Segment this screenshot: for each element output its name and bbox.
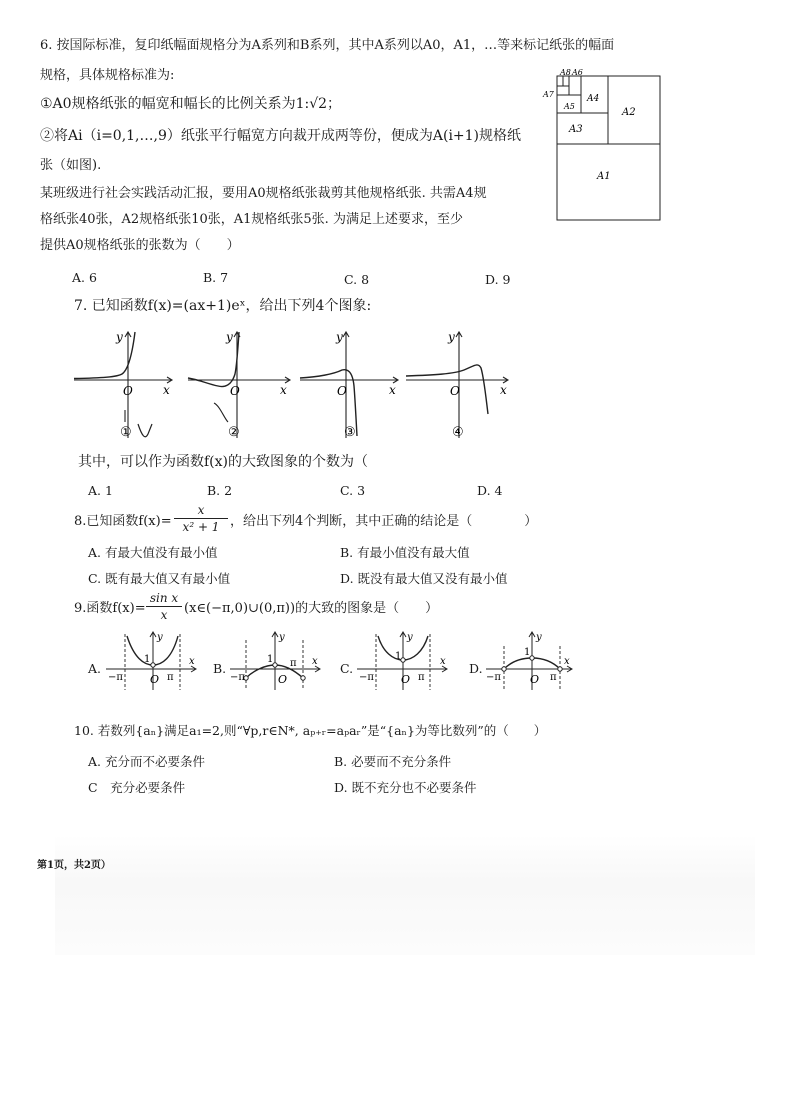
g4-x-label: x	[500, 383, 507, 397]
q6-option-d[interactable]: D. 9	[485, 272, 511, 287]
q6-line2: 规格，具体规格标准为:	[40, 68, 175, 83]
label-a8: A8	[560, 68, 571, 77]
q7-line1: 7. 已知函数f(x)=(ax+1)eˣ，给出下列4个图象:	[74, 298, 372, 314]
q9-graph-c	[355, 630, 453, 692]
q8-option-d[interactable]: D. 既没有最大值又没有最小值	[340, 571, 508, 586]
q6-line5: 张（如图).	[40, 158, 102, 173]
q7-graph-3	[298, 328, 406, 443]
q9-suffix: (x∈(−π,0)∪(0,π))的大致的图象是（ ）	[184, 601, 439, 616]
q6-line1: 6. 按国际标准，复印纸幅面规格分为A系列和B系列，其中A系列以A0，A1，…等来标记纸张的幅面	[40, 38, 615, 53]
paper-size-figure	[540, 64, 664, 236]
g3-origin: O	[337, 384, 347, 398]
g4-number: ④	[452, 425, 464, 440]
q9c-one: 1	[395, 651, 402, 662]
q9-prefix: 9.函数f(x)=	[74, 601, 146, 616]
g1-x-label: x	[163, 383, 170, 397]
q9d-pi: π	[550, 672, 557, 683]
label-a2: A2	[622, 107, 636, 118]
q9b-origin: O	[278, 673, 288, 686]
q6-line3: ①A0规格纸张的幅宽和幅长的比例关系为1:√2；	[40, 96, 342, 112]
g2-number: ②	[228, 425, 240, 440]
q8-option-a[interactable]: A. 有最大值没有最小值	[88, 545, 218, 560]
q7-option-d[interactable]: D. 4	[477, 483, 503, 498]
q9-graph-a	[104, 630, 202, 692]
q8-denominator: x² + 1	[182, 520, 220, 534]
q7-graph-1	[72, 328, 182, 443]
q6-option-a[interactable]: A. 6	[72, 270, 97, 285]
label-a4: A4	[587, 94, 600, 104]
q9b-x: x	[312, 656, 318, 667]
q9c-y: y	[407, 632, 413, 643]
q9a-neg-pi: −π	[108, 672, 123, 683]
g1-origin: O	[123, 384, 133, 398]
q9-graph-b	[228, 630, 326, 692]
q9c-neg-pi: −π	[359, 672, 374, 683]
g1-y-label: y	[116, 330, 123, 344]
q9c-x: x	[440, 656, 446, 667]
q8-option-b[interactable]: B. 有最小值没有最大值	[340, 545, 470, 560]
q9d-y: y	[536, 632, 542, 643]
label-a6: A6	[572, 68, 583, 77]
g3-y-label: y	[336, 330, 343, 344]
q10-option-d[interactable]: D. 既不充分也不必要条件	[334, 780, 477, 795]
q9a-y: y	[157, 632, 163, 643]
g4-origin: O	[450, 384, 460, 398]
q7-line2: 其中，可以作为函数f(x)的大致图象的个数为（	[78, 454, 368, 470]
scan-shading	[55, 835, 755, 955]
q7-option-b[interactable]: B. 2	[207, 483, 233, 498]
q9b-one: 1	[267, 654, 274, 665]
label-a5: A5	[564, 102, 575, 111]
q9d-origin: O	[530, 673, 540, 686]
g2-y-label: y	[226, 330, 233, 344]
q9c-origin: O	[401, 673, 411, 686]
q8-numerator: x	[174, 503, 228, 519]
label-a1: A1	[597, 171, 611, 182]
label-a3: A3	[569, 124, 583, 135]
q9b-y: y	[279, 632, 285, 643]
q6-line8: 提供A0规格纸张的张数为（ ）	[40, 238, 240, 253]
q9-numerator: sin x	[146, 591, 182, 607]
q10-option-b[interactable]: B. 必要而不充分条件	[334, 754, 452, 769]
q9a-one: 1	[144, 654, 151, 665]
q7-graph-4	[404, 328, 516, 443]
q10-option-a[interactable]: A. 充分而不必要条件	[88, 754, 205, 769]
q6-line7: 格纸张40张，A2规格纸张10张，A1规格纸张5张. 为满足上述要求，至少	[40, 212, 463, 227]
q9c-pi: π	[418, 672, 425, 683]
q9b-pi: π	[290, 658, 297, 669]
q7-option-c[interactable]: C. 3	[340, 483, 366, 498]
q8-fraction	[174, 503, 228, 535]
g1-number: ①	[120, 425, 132, 440]
g3-x-label: x	[389, 383, 396, 397]
label-a7: A7	[543, 90, 554, 99]
q8-option-c[interactable]: C. 既有最大值又有最小值	[88, 571, 231, 586]
g3-number: ③	[344, 425, 356, 440]
q8-prefix: 8.已知函数f(x)=	[74, 514, 172, 529]
q9-option-c[interactable]: C.	[340, 661, 354, 676]
g2-origin: O	[230, 384, 240, 398]
q9d-x: x	[564, 656, 570, 667]
q10-line1: 10. 若数列{aₙ}满足a₁=2,则“∀p,r∈N*, aₚ₊ᵣ=aₚaᵣ”是“{aₙ}为等比数列”的（ ）	[74, 723, 547, 738]
q9a-x: x	[189, 656, 195, 667]
q6-line4: ②将Ai（i=0,1,…,9）纸张平行幅宽方向裁开成两等份，便成为A(i+1)规格纸	[40, 128, 522, 144]
q6-line6: 某班级进行社会实践活动汇报，要用A0规格纸张裁剪其他规格纸张. 共需A4规	[40, 186, 487, 201]
q7-option-a[interactable]: A. 1	[88, 483, 113, 498]
g4-y-label: y	[448, 330, 455, 344]
q7-graph-2	[186, 328, 298, 443]
q9-option-a[interactable]: A.	[88, 661, 102, 676]
q8-suffix: ，给出下列4个判断，其中正确的结论是（ ）	[230, 514, 538, 529]
q6-option-b[interactable]: B. 7	[203, 270, 229, 285]
q9d-neg-pi: −π	[486, 672, 501, 683]
q9-graph-d	[484, 630, 582, 692]
q10-option-c[interactable]: C 充分必要条件	[88, 780, 186, 795]
g2-x-label: x	[280, 383, 287, 397]
page-footer: 第1页，共2页）	[37, 860, 111, 871]
q9-denominator: x	[160, 608, 168, 622]
q9-option-d[interactable]: D.	[469, 661, 483, 676]
q9a-origin: O	[150, 673, 160, 686]
q6-option-c[interactable]: C. 8	[344, 272, 370, 287]
q9b-neg-pi: −π	[230, 672, 245, 683]
q9-option-b[interactable]: B.	[213, 661, 227, 676]
q9d-one: 1	[524, 647, 531, 658]
q9a-pi: π	[167, 672, 174, 683]
q9-fraction	[146, 591, 182, 623]
